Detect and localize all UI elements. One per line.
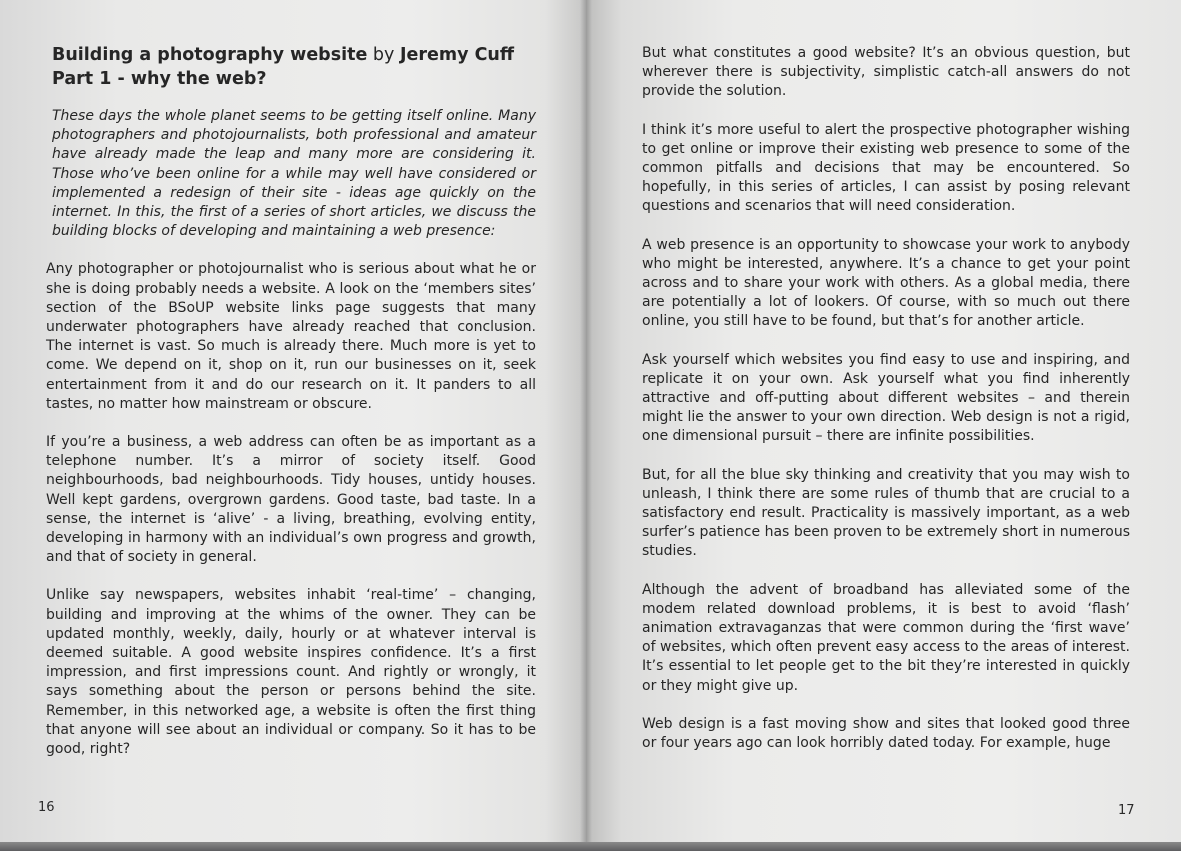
article-title — [52, 43, 536, 91]
body-paragraph: Unlike say newspapers, websites inhabit ‘real-time’ – changing, building and improving at the whims of the owner. They can be updated monthly, weekly, daily, hourly or at whatever interval is deemed suitable. A good website inspires confidence. It’s a first impression, and first impressions count. And rightly or wrongly, it says something about the person or persons behind the site. Remember, in this networked age, a website is often the first thing that anyone will see about an individual or company. So it has to be good, right? — [46, 587, 536, 758]
title-by: by — [367, 45, 400, 65]
page-number-right: 17 — [1118, 803, 1135, 818]
body-paragraph: Web design is a fast moving show and sites that looked good three or four years ago can look horribly dated today. For example, huge — [642, 715, 1130, 752]
body-paragraph: Any photographer or photojournalist who is serious about what he or she is doing probably needs a website. A look on the ‘members sites’ section of the BSoUP website links page suggests that many underwater photographers have already reached that conclusion. The internet is vast. So much is already there. Much more is yet to come. We depend on it, shop on it, run our businesses on it, seek entertainment from it and do our research on it. It panders to all tastes, no matter how mainstream or obscure. — [46, 261, 536, 412]
body-paragraph: If you’re a business, a web address can often be as important as a telephone number. It’s a mirror of society itself. Good neighbourhoods, bad neighbourhoods. Tidy houses, untidy houses. Well kept gardens, overgrown gardens. Good taste, bad taste. In a sense, the internet is ‘alive’ - a living, breathing, evolving entity, developing in harmony with an individual’s own progress and growth, and that of society in general. — [46, 434, 536, 566]
body-paragraph: A web presence is an opportunity to showcase your work to anybody who might be interested, anywhere. It’s a chance to get your point across and to share your work with others. As a global media, there are potentially a lot of lookers. Of course, with so much out there online, you still have to be found, but that’s for another article. — [642, 236, 1130, 330]
left-column — [44, 43, 536, 778]
page-number-left: 16 — [38, 800, 55, 815]
page-bottom-edge — [0, 842, 1181, 851]
left-page — [0, 0, 586, 842]
right-page — [586, 0, 1181, 842]
title-author: Jeremy Cuff — [399, 45, 515, 65]
title-part: Part 1 - why the web? — [52, 69, 267, 89]
right-column — [642, 44, 1130, 772]
body-paragraph: But, for all the blue sky thinking and creativity that you may wish to unleash, I think there are some rules of thumb that are crucial to a satisfactory end result. Practicality is massively important, as a web surfer’s patience has been proven to be extremely short in numerous studies. — [642, 466, 1130, 560]
intro-paragraph: These days the whole planet seems to be getting itself online. Many photographers and photojournalists, both professional and amateur have already made the leap and many more are considering it. Those who’ve been online for a while may well have considered or implemented a redesign of their site - ideas age quickly on the internet. In this, the first of a series of short articles, we discuss the building blocks of developing and maintaining a web presence: — [52, 108, 536, 240]
body-paragraph: Although the advent of broadband has alleviated some of the modem related download problems, it is best to avoid ‘flash’ animation extravaganzas that were common during the ‘first wave’ of websites, which often prevent easy access to the areas of interest. It’s essential to let people get to the bit they’re interested in quickly or they might give up. — [642, 581, 1130, 694]
body-paragraph: Ask yourself which websites you find easy to use and inspiring, and replicate it on your own. Ask yourself what you find inherently attractive and off-putting about different websites – and therein might lie the answer to your own direction. Web design is not a rigid, one dimensional pursuit – there are infinite possibilities. — [642, 351, 1130, 445]
title-main: Building a photography website — [52, 45, 368, 65]
page-gutter — [580, 0, 592, 842]
body-paragraph: But what constitutes a good website? It’s an obvious question, but wherever there is subjectivity, simplistic catch-all answers do not provide the solution. — [642, 45, 1130, 100]
body-paragraph: I think it’s more useful to alert the prospective photographer wishing to get online or improve their existing web presence to some of the common pitfalls and decisions that may be encountered. So hopefully, in this series of articles, I can assist by posing relevant questions and scenarios that will need consideration. — [642, 121, 1130, 215]
